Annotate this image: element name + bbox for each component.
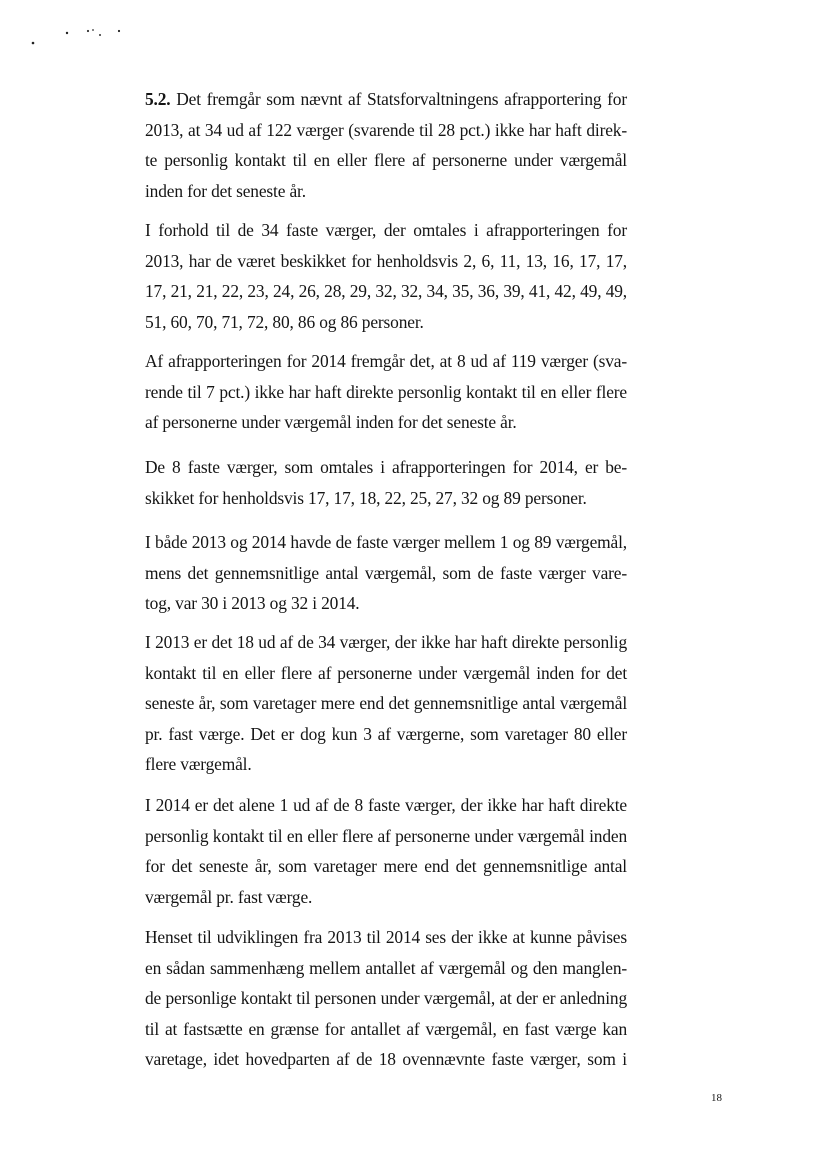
text-line: rende til 7 pct.) ikke har haft direkte personlig kontakt til en eller flere	[145, 381, 627, 402]
section-number: 5.2.	[145, 89, 171, 109]
text-line: skikket for henholdsvis 17, 17, 18, 22, 25, 27, 32 og 89 personer.	[145, 487, 587, 508]
text-line: I 2013 er det 18 ud af de 34 værger, der ikke har haft direkte personlig	[145, 632, 627, 652]
text-line: te personlig kontakt til en eller flere af personerne under værgemål	[145, 150, 627, 170]
text-line: inden for det seneste år.	[145, 180, 306, 201]
paragraph	[145, 627, 627, 780]
text-line: I 2014 er det alene 1 ud af de 8 faste værger, der ikke har haft direkte	[145, 795, 627, 815]
text-line: personlig kontakt til en eller flere af personerne under værgemål inden	[145, 825, 627, 846]
text-line: en sådan sammenhæng mellem antallet af værgemål og den manglen-	[145, 957, 627, 978]
text-line: 2013, at 34 ud af 122 værger (svarende til 28 pct.) ikke har haft direk-	[145, 119, 627, 140]
text-line: seneste år, som varetager mere end det gennemsnitlige antal værgemål	[145, 693, 627, 713]
text-line: 51, 60, 70, 71, 72, 80, 86 og 86 personer.	[145, 311, 424, 332]
text-line: Af afrapporteringen for 2014 fremgår det, at 8 ud af 119 værger (sva-	[145, 351, 627, 371]
text-line: for det seneste år, som varetager mere end det gennemsnitlige antal	[145, 856, 627, 876]
text-line: til at fastsætte en grænse for antallet af værgemål, en fast værge kan	[145, 1018, 627, 1039]
paragraph	[145, 215, 627, 337]
text-line: flere værgemål.	[145, 754, 252, 774]
paragraph	[145, 790, 627, 912]
page-number: 18	[711, 1092, 722, 1104]
text-line: I både 2013 og 2014 havde de faste værger mellem 1 og 89 værgemål,	[145, 532, 627, 552]
text-line: pr. fast værge. Det er dog kun 3 af værgerne, som varetager 80 eller	[145, 723, 627, 744]
text-line: I forhold til de 34 faste værger, der omtales i afrapporteringen for	[145, 220, 627, 240]
text-line: tog, var 30 i 2013 og 32 i 2014.	[145, 593, 360, 613]
text-line: 2013, har de været beskikket for henholdsvis 2, 6, 11, 13, 16, 17, 17,	[145, 250, 627, 271]
scan-specks	[28, 22, 138, 52]
line-rest: Det fremgår som nævnt af Statsforvaltningens afrapportering for	[176, 89, 627, 109]
text-line: Henset til udviklingen fra 2013 til 2014 ses der ikke at kunne påvises	[145, 927, 627, 947]
text-line: af personerne under værgemål inden for det seneste år.	[145, 412, 517, 432]
text-line: kontakt til en eller flere af personerne under værgemål inden for det	[145, 662, 627, 683]
text-line: varetage, idet hovedparten af de 18 ovennævnte faste værger, som i	[145, 1049, 627, 1069]
text-line: værgemål pr. fast værge.	[145, 886, 313, 907]
paragraph-5-2	[145, 84, 627, 206]
paragraph	[145, 527, 627, 619]
paragraph	[145, 452, 627, 513]
text-line: 17, 21, 21, 22, 23, 24, 26, 28, 29, 32, 32, 34, 35, 36, 39, 41, 42, 49, 49,	[145, 281, 627, 301]
text-line	[145, 84, 627, 115]
paragraph	[145, 346, 627, 438]
text-line: De 8 faste værger, som omtales i afrapporteringen for 2014, er be-	[145, 457, 627, 477]
text-line: mens det gennemsnitlige antal værgemål, som de faste værger vare-	[145, 562, 627, 583]
paragraph	[145, 922, 627, 1075]
text-line: de personlige kontakt til personen under værgemål, at der er anledning	[145, 988, 627, 1008]
